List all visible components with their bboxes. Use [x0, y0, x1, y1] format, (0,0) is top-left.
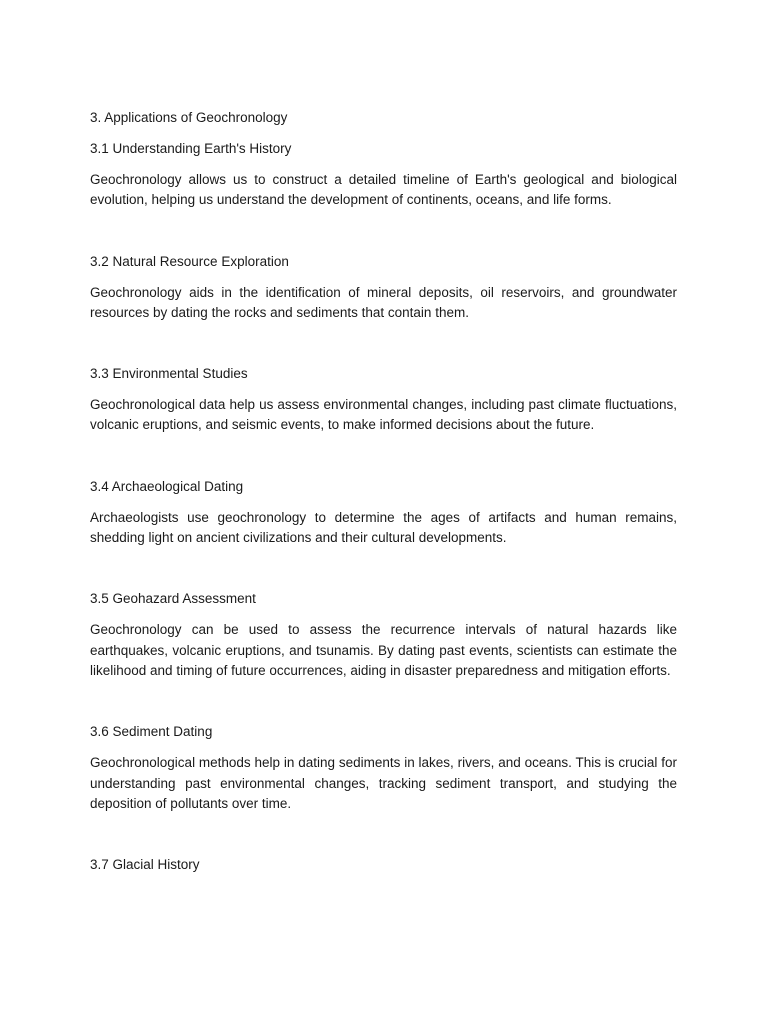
section-heading: 3.4 Archaeological Dating: [90, 478, 244, 494]
section-body: Geochronology can be used to assess the recurrence intervals of natural hazards like earthquakes, volcanic eruptions, and tsunamis. By dating past events, scientists can estimate the likelihood and timing of future occurrences, aiding in disaster preparedness and mitigation efforts.: [90, 622, 677, 678]
section-sediment-dating: [90, 722, 677, 814]
section-understanding-earths-history: [90, 139, 677, 211]
section-environmental-studies: [90, 364, 677, 436]
section-archaeological-dating: [90, 477, 677, 549]
section-body: Geochronological methods help in dating sediments in lakes, rivers, and oceans. This is crucial for understanding past environmental changes, tracking sediment transport, and studying the deposition of pollutants over time.: [90, 755, 677, 811]
document-title: 3. Applications of Geochronology: [90, 110, 288, 125]
section-glacial-history: [90, 855, 677, 875]
section-heading: 3.6 Sediment Dating: [90, 724, 213, 740]
section-heading: 3.3 Environmental Studies: [90, 366, 248, 382]
section-heading: 3.7 Glacial History: [90, 857, 200, 873]
section-heading: 3.2 Natural Resource Exploration: [90, 253, 289, 269]
section-body: Archaeologists use geochronology to determine the ages of artifacts and human remains, shedding light on ancient civilizations and their cultural developments.: [90, 509, 677, 546]
section-body: Geochronological data help us assess environmental changes, including past climate fluctuations, volcanic eruptions, and seismic events, to make informed decisions about the future.: [90, 397, 677, 433]
section-heading: 3.5 Geohazard Assessment: [90, 591, 256, 607]
document-page: [90, 108, 677, 886]
section-body: Geochronology allows us to construct a detailed timeline of Earth's geological and biological evolution, helping us understand the development of continents, oceans, and life forms.: [90, 172, 677, 208]
section-heading: 3.1 Understanding Earth's History: [90, 141, 292, 156]
section-geohazard-assessment: [90, 589, 677, 681]
section-body: Geochronology aids in the identification of mineral deposits, oil reservoirs, and groundwater resources by dating the rocks and sediments that contain them.: [90, 284, 677, 320]
section-natural-resource-exploration: [90, 252, 677, 324]
